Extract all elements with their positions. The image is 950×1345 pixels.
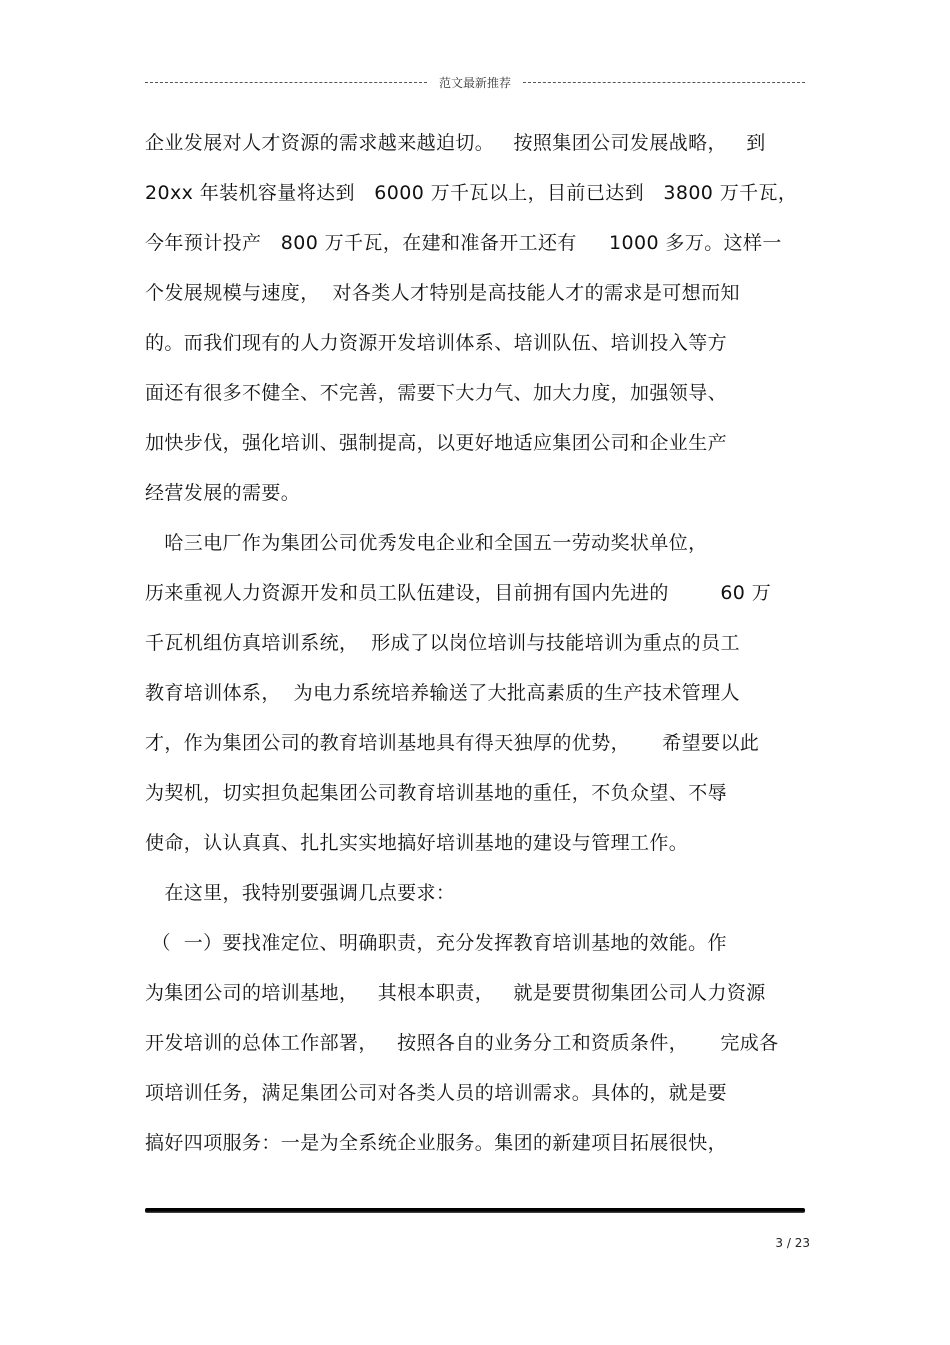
text-line: 历来重视人力资源开发和员工队伍建设，目前拥有国内先进的 60 万 xyxy=(145,582,772,604)
text-line: 加快步伐，强化培训、强制提高，以更好地适应集团公司和企业生产 xyxy=(145,432,728,454)
header-title: 范文最新推荐 xyxy=(439,75,512,90)
text-line: 使命，认认真真、扎扎实实地搞好培训基地的建设与管理工作。 xyxy=(145,832,689,854)
text-line: 在这里，我特别要强调几点要求： xyxy=(145,882,456,904)
text-line: （ 一）要找准定位、明确职责，充分发挥教育培训基地的效能。作 xyxy=(145,932,727,954)
footer-divider xyxy=(145,1208,805,1213)
text-line: 哈三电厂作为集团公司优秀发电企业和全国五一劳动奖状单位， xyxy=(145,532,708,554)
text-line: 教育培训体系， 为电力系统培养输送了大批高素质的生产技术管理人 xyxy=(145,682,740,704)
text-line: 搞好四项服务：一是为全系统企业服务。集团的新建项目拓展很快， xyxy=(145,1132,728,1154)
text-line: 为集团公司的培训基地， 其根本职责， 就是要贯彻集团公司人力资源 xyxy=(145,982,766,1004)
text-line: 的。而我们现有的人力资源开发培训体系、培训队伍、培训投入等方 xyxy=(145,332,728,354)
header-dash-right xyxy=(523,82,805,83)
text-line: 开发培训的总体工作部署， 按照各自的业务分工和资质条件， 完成各 xyxy=(145,1032,779,1054)
text-line: 今年预计投产 800 万千瓦，在建和准备开工还有 1000 多万。这样一 xyxy=(145,232,782,254)
text-line: 个发展规模与速度， 对各类人才特别是高技能人才的需求是可想而知 xyxy=(145,282,740,304)
text-line: 为契机，切实担负起集团公司教育培训基地的重任，不负众望、不辱 xyxy=(145,782,728,804)
text-line: 千瓦机组仿真培训系统， 形成了以岗位培训与技能培训为重点的员工 xyxy=(145,632,740,654)
text-line: 面还有很多不健全、不完善，需要下大力气、加大力度，加强领导、 xyxy=(145,382,728,404)
text-line: 才，作为集团公司的教育培训基地具有得天独厚的优势， 希望要以此 xyxy=(145,732,760,754)
page-header xyxy=(145,72,805,92)
document-body xyxy=(145,118,810,1168)
page-number: 3 / 23 xyxy=(775,1236,810,1250)
text-line: 企业发展对人才资源的需求越来越迫切。 按照集团公司发展战略， 到 xyxy=(145,132,766,154)
header-dash-left xyxy=(145,82,427,83)
text-line: 20xx 年装机容量将达到 6000 万千瓦以上，目前已达到 3800 万千瓦， xyxy=(145,182,798,204)
text-line: 经营发展的需要。 xyxy=(145,482,301,504)
text-line: 项培训任务，满足集团公司对各类人员的培训需求。具体的，就是要 xyxy=(145,1082,728,1104)
